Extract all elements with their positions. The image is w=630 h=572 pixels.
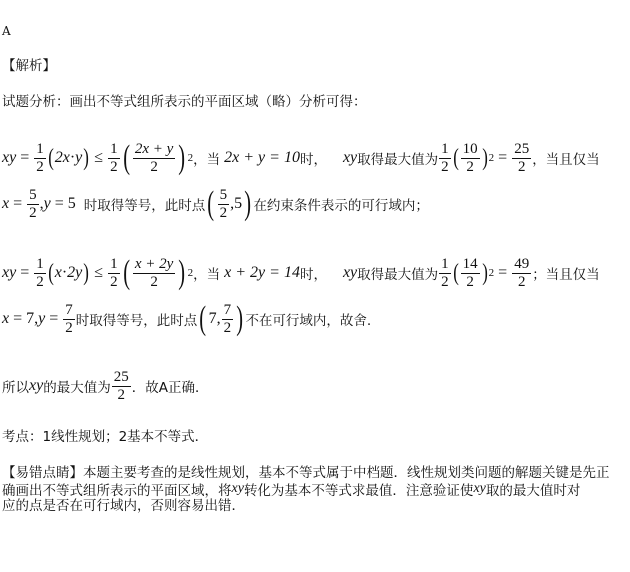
conclusion-num: 25 xyxy=(113,368,129,385)
case1-formula-line: xy = $\frac{1}{2}$ ( 2x · y ) ≤ $\frac{1}{2}$ ( $\frac{2x + y}{2}$ ) 2 ，当 2x + y = 10 时， xy 取得最大值为 $\frac{1}{2}$ ( $\frac{10}{2}$ ) 2 = $\frac{25}{2}$ ，当且仅当 xyxy=(2,139,600,176)
note-var-1: xy xyxy=(231,481,244,496)
conclusion-den: 2 xyxy=(117,386,125,403)
note-line-3: 应的点是否在可行域内，否则容易出错． xyxy=(2,498,245,514)
case2-tail: ；当且仅当 xyxy=(532,267,600,283)
case1-equality-text: 时取得等号，此时点 xyxy=(83,198,206,214)
conclusion-line xyxy=(2,364,208,408)
case1-max-num: 25 xyxy=(514,140,530,157)
case1-condition: 2x + y = 10 xyxy=(224,149,300,166)
case1-when-label: ，当 xyxy=(193,152,221,168)
answer-letter: A xyxy=(2,24,11,38)
case1-when-suffix: 时， xyxy=(299,152,327,168)
case2-condition: x + 2y = 14 xyxy=(224,264,300,281)
case2-when-label: ，当 xyxy=(193,267,221,283)
case2-equality-text: 时取得等号，此时点 xyxy=(75,313,198,329)
section-title: 【解析】 xyxy=(2,58,56,74)
case2-infeasible-text: 不在可行域内，故舍. xyxy=(245,313,372,329)
case2-max-den: 2 xyxy=(517,273,526,290)
conclusion-prefix: 所以 xyxy=(2,380,29,396)
case2-take-label: 取得最大值为 xyxy=(357,267,439,283)
case2-max-num: 49 xyxy=(514,255,530,272)
case1-feasible-text: 在约束条件表示的可行域内； xyxy=(253,198,429,214)
conclusion-var: xy xyxy=(29,377,44,394)
case2-equality-line: x = 7, y = $\frac{7}{2}$ 时取得等号，此时点 ( 7, $\frac{7}{2}$ ) 不在可行域内，故舍. xyxy=(2,300,372,337)
conclusion-middle: 的最大值为 xyxy=(43,380,111,396)
kaodian-text: 考点：1线性规划；2基本不等式． xyxy=(2,429,209,445)
note-line-2b: 转化为基本不等式求最值．注意验证使 xyxy=(243,483,474,499)
conclusion-suffix: ．故A正确． xyxy=(131,380,209,396)
case1-tail: ，当且仅当 xyxy=(532,152,600,168)
case1-take-label: 取得最大值为 xyxy=(357,152,439,168)
note-line-2 xyxy=(2,479,580,499)
note-line-2c: 取的最大值时对 xyxy=(485,483,581,499)
case1-equality-line: x = $\frac{5}{2}$ , y = 5 时取得等号，此时点 ( $\frac{5}{2}$ ,5 ) 在约束条件表示的可行域内； xyxy=(2,185,429,222)
note-line-1: 【易错点睛】本题主要考查的是线性规划，基本不等式属于中档题．线性规划类问题的解题关键是先正 xyxy=(2,465,610,481)
case1-max-den: 2 xyxy=(517,158,526,175)
note-var-2: xy xyxy=(473,481,486,496)
note-line-2a: 确画出不等式组所表示的平面区域，将 xyxy=(2,483,232,499)
case2-when-suffix: 时， xyxy=(299,267,327,283)
intro-text: 试题分析：画出不等式组所表示的平面区域（略）分析可得： xyxy=(2,94,367,110)
case2-formula-line: xy = $\frac{1}{2}$ ( x · 2y ) ≤ $\frac{1}{2}$ ( $\frac{x + 2y}{2}$ ) 2 ，当 x + 2y = 14 时， xy 取得最大值为 $\frac{1}{2}$ ( $\frac{14}{2}$ ) 2 = $\frac{49}{2}$ ；当且仅当 xyxy=(2,254,600,291)
